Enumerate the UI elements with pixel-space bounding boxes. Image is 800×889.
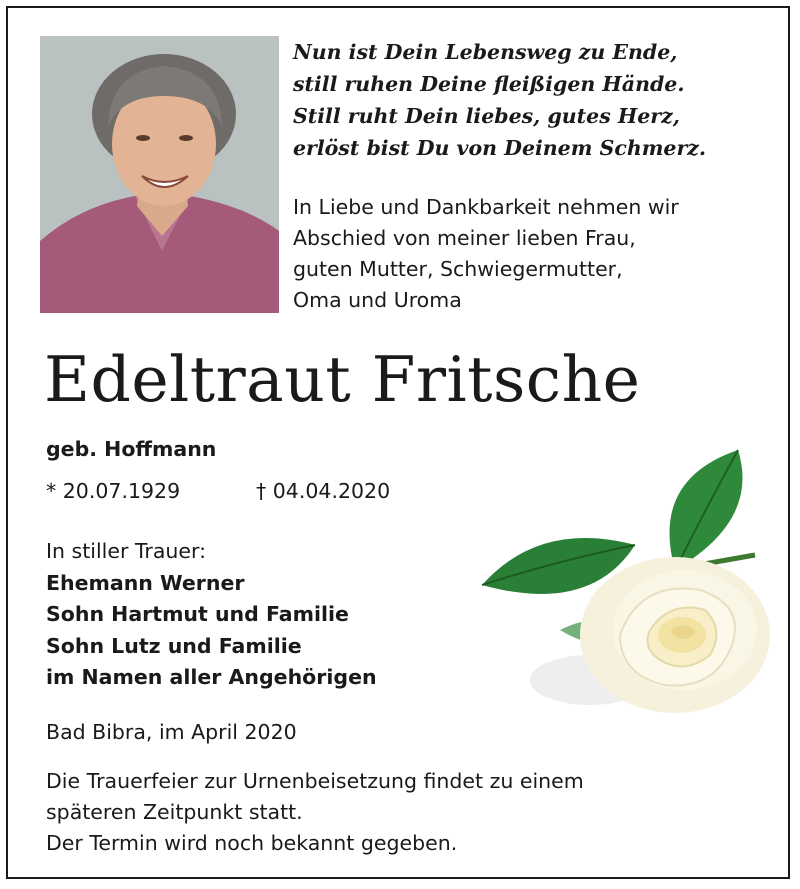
rose-illustration: [470, 440, 780, 740]
poem: [293, 36, 706, 164]
notice-line: Die Trauerfeier zur Urnenbeisetzung findet zu einem: [46, 769, 584, 793]
notice-line: späteren Zeitpunkt statt.: [46, 800, 303, 824]
place-date: Bad Bibra, im April 2020: [46, 720, 297, 744]
poem-line: erlöst bist Du von Deinem Schmerz.: [293, 136, 707, 160]
mourner-name: Sohn Lutz und Familie: [46, 633, 302, 658]
intro-line: guten Mutter, Schwiegermutter,: [293, 257, 623, 281]
intro-line: Abschied von meiner lieben Frau,: [293, 226, 636, 250]
mourners-heading: In stiller Trauer:: [46, 539, 206, 563]
portrait-illustration: [40, 36, 279, 313]
portrait-photo: [40, 36, 279, 313]
notice-line: Der Termin wird noch bekannt gegeben.: [46, 831, 458, 855]
poem-line: Nun ist Dein Lebensweg zu Ende,: [293, 40, 678, 64]
mourner-name: Ehemann Werner: [46, 570, 245, 595]
poem-line: still ruhen Deine fleißigen Hände.: [293, 72, 685, 96]
death-date: † 04.04.2020: [256, 479, 391, 503]
poem-line: Still ruht Dein liebes, gutes Herz,: [293, 104, 680, 128]
birth-date: * 20.07.1929: [46, 479, 181, 503]
mourners-block: [46, 536, 377, 694]
intro-line: In Liebe und Dankbarkeit nehmen wir: [293, 195, 679, 219]
white-rose-image: [470, 440, 780, 740]
life-dates: [46, 479, 391, 503]
mourner-name: Sohn Hartmut und Familie: [46, 602, 349, 626]
intro-line: Oma und Uroma: [293, 288, 462, 312]
farewell-intro: [293, 192, 679, 316]
funeral-notice: [46, 766, 584, 859]
mourner-name: im Namen aller Angehörigen: [46, 665, 377, 689]
birth-name: geb. Hoffmann: [46, 437, 217, 461]
deceased-name: Edeltraut Fritsche: [44, 343, 641, 416]
